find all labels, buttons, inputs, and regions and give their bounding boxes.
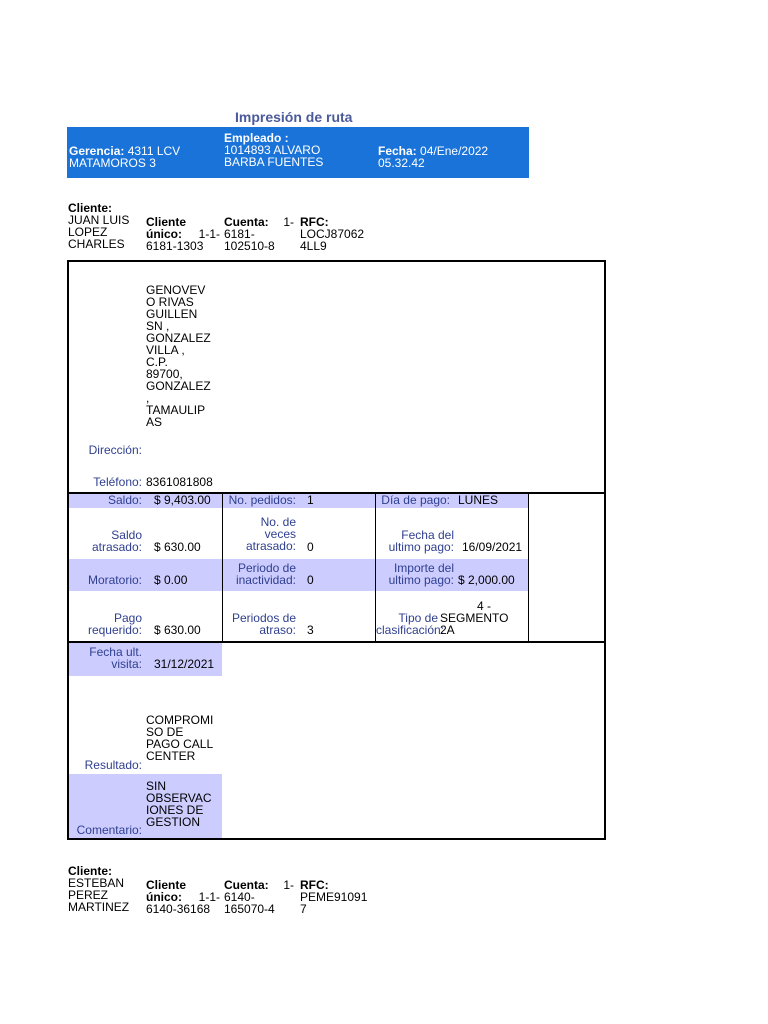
client2-rfc-value-1: PEME91091: [300, 890, 368, 904]
inactividad-label: [224, 562, 296, 586]
client2-cuenta-block: [224, 879, 294, 915]
atraso-label: [224, 612, 296, 636]
importe-value: $ 2,000.00: [458, 573, 515, 587]
fecha-value-2: 05.32.42: [378, 156, 425, 170]
client1-rfc-block: [300, 216, 364, 252]
saldoatr-label-2: atrasado:: [91, 540, 142, 554]
inactividad-value: 0: [307, 573, 314, 587]
comentario-line: SIN: [146, 779, 167, 793]
gerencia-value: 4311 LCV: [127, 144, 181, 158]
veces-label: [224, 516, 296, 552]
client1-cuenta-value-3: 102510-8: [224, 239, 275, 253]
saldo-label: Saldo:: [107, 493, 142, 507]
atraso-value: 3: [307, 623, 314, 637]
clasif-value: [440, 600, 528, 636]
fechaultpago-value: 16/09/2021: [462, 540, 523, 554]
empleado-value-1: 1014893 ALVARO: [224, 143, 321, 157]
client1-cuenta-value-1: 1-: [283, 215, 294, 229]
comentario-line: IONES DE: [146, 803, 204, 817]
clasif-label: [376, 611, 445, 637]
telefono-value: 8361081808: [146, 475, 213, 489]
visita-label-1: Fecha ult.: [89, 645, 142, 659]
client2-cliente-label: Cliente:: [68, 864, 113, 878]
section-divider-top: [67, 492, 606, 494]
direccion-line: GUILLEN: [146, 307, 198, 321]
empleado-label: Empleado :: [224, 131, 289, 145]
client1-rfc-value-1: LOCJ87062: [300, 227, 365, 241]
client2-unico-label-1: Cliente: [146, 878, 187, 892]
client2-cuenta-value-1: 1-: [283, 878, 294, 892]
fecha-label: Fecha:: [378, 144, 417, 158]
client2-name-line: ESTEBAN: [68, 876, 125, 890]
pago-label-1: Pago: [113, 611, 142, 625]
client2-unico-value-2: 6140-36168: [146, 902, 211, 916]
saldoatr-label-1: Saldo: [111, 528, 142, 542]
gerencia-block: [69, 145, 180, 169]
header-banner: [67, 127, 529, 178]
importe-label-1: Importe del: [393, 561, 454, 575]
pago-label: [70, 612, 142, 636]
comentario-value: [146, 780, 212, 828]
client1-unico-value-1: 1-1-: [198, 227, 220, 241]
client1-name-line: LOPEZ: [68, 225, 108, 239]
grid-col-line-3: [528, 494, 529, 641]
client2-unico-block: [146, 879, 220, 915]
moratorio-value: $ 0.00: [154, 573, 188, 587]
client2-cuenta-value-2: 6140-: [224, 890, 255, 904]
gerencia-label: Gerencia:: [69, 144, 125, 158]
fecha-value: 04/Ene/2022: [420, 144, 489, 158]
veces-label-2: veces: [264, 527, 296, 541]
diapago-value: LUNES: [458, 493, 499, 507]
saldo-value: $ 9,403.00: [154, 493, 211, 507]
veces-label-1: No. de: [260, 515, 296, 529]
resultado-line: COMPROMI: [146, 713, 214, 727]
empleado-value-2: BARBA FUENTES: [224, 155, 324, 169]
inactividad-label-1: Periodo de: [237, 561, 296, 575]
client1-cuenta-value-2: 6181-: [224, 227, 255, 241]
comentario-label: Comentario:: [76, 823, 142, 837]
direccion-line: AS: [146, 415, 163, 429]
direccion-line: VILLA ,: [146, 343, 185, 357]
pago-label-2: requerido:: [87, 623, 142, 637]
direccion-label: Dirección:: [88, 443, 142, 457]
fechaultpago-label-2: ultimo pago:: [388, 540, 454, 554]
client1-unico-value-2: 6181-1303: [146, 239, 204, 253]
diapago-label: Día de pago:: [381, 493, 450, 507]
inactividad-label-2: inactividad:: [235, 573, 296, 587]
client1-cuenta-label: Cuenta:: [224, 215, 269, 229]
client2-rfc-block: [300, 879, 367, 915]
client2-unico-label-2: único:: [146, 890, 182, 904]
direccion-line: 89700,: [146, 367, 183, 381]
direccion-line: TAMAULIP: [146, 403, 206, 417]
direccion-line: C.P.: [146, 355, 168, 369]
client1-rfc-label: RFC:: [300, 215, 329, 229]
comentario-line: GESTION: [146, 815, 201, 829]
fechaultpago-label: [378, 529, 454, 553]
direccion-line: GENOVEV: [146, 283, 206, 297]
pedidos-value: 1: [307, 493, 314, 507]
direccion-line: GONZALEZ: [146, 379, 211, 393]
client1-direccion-value: [146, 284, 211, 428]
pago-value: $ 630.00: [154, 623, 201, 637]
direccion-line: ,: [146, 391, 150, 405]
client1-unico-block: [146, 216, 220, 252]
fechaultpago-label-1: Fecha del: [401, 528, 454, 542]
resultado-value: [146, 714, 213, 762]
empleado-block: [224, 132, 323, 168]
resultado-line: CENTER: [146, 749, 196, 763]
direccion-line: GONZALEZ: [146, 331, 211, 345]
atraso-label-2: atraso:: [259, 623, 296, 637]
pedidos-label: No. pedidos:: [228, 493, 296, 507]
atraso-label-1: Periodos de: [231, 611, 296, 625]
veces-value: 0: [307, 540, 314, 554]
gerencia-value-2: MATAMOROS 3: [69, 156, 156, 170]
importe-label: [378, 562, 454, 586]
client2-unico-value-1: 1-1-: [198, 890, 220, 904]
comentario-line: OBSERVAC: [146, 791, 212, 805]
client2-name-block: [68, 865, 129, 913]
saldoatr-label: [70, 529, 142, 553]
client1-cuenta-block: [224, 216, 294, 252]
saldoatr-value: $ 630.00: [154, 540, 201, 554]
direccion-line: SN ,: [146, 319, 170, 333]
client1-unico-label-1: Cliente: [146, 215, 187, 229]
client1-name-line: JUAN LUIS: [68, 213, 130, 227]
client2-rfc-label: RFC:: [300, 878, 329, 892]
visita-label-2: visita:: [111, 657, 142, 671]
veces-label-3: atrasado:: [245, 539, 296, 553]
grid-col-line-1: [222, 494, 223, 641]
visita-value: 31/12/2021: [154, 657, 215, 671]
client2-cuenta-label: Cuenta:: [224, 878, 269, 892]
fecha-block: [378, 145, 488, 169]
resultado-line: SO DE: [146, 725, 184, 739]
client1-unico-label-2: único:: [146, 227, 182, 241]
clasif-value-3: 2A: [440, 623, 455, 637]
client1-name-block: [68, 202, 129, 250]
resultado-label: Resultado:: [84, 758, 142, 772]
client2-name-line: MARTINEZ: [68, 900, 130, 914]
direccion-line: O RIVAS: [146, 295, 194, 309]
visita-label: [70, 646, 142, 670]
client2-name-line: PEREZ: [68, 888, 109, 902]
clasif-value-1: 4 -: [476, 599, 491, 613]
page-title: Impresión de ruta: [235, 109, 353, 125]
client2-rfc-value-2: 7: [300, 902, 307, 916]
clasif-value-2: SEGMENTO: [440, 611, 509, 625]
resultado-line: PAGO CALL: [146, 737, 214, 751]
section-divider-bottom: [67, 641, 606, 643]
importe-label-2: ultimo pago:: [388, 573, 454, 587]
client1-name-line: CHARLES: [68, 237, 125, 251]
moratorio-label: Moratorio:: [87, 573, 142, 587]
client1-rfc-value-2: 4LL9: [300, 239, 327, 253]
telefono-label: Teléfono:: [93, 475, 142, 489]
client1-cliente-label: Cliente:: [68, 201, 113, 215]
clasif-label-1: Tipo de: [398, 611, 438, 625]
clasif-label-2: clasificación:: [376, 623, 445, 637]
client2-cuenta-value-3: 165070-4: [224, 902, 275, 916]
